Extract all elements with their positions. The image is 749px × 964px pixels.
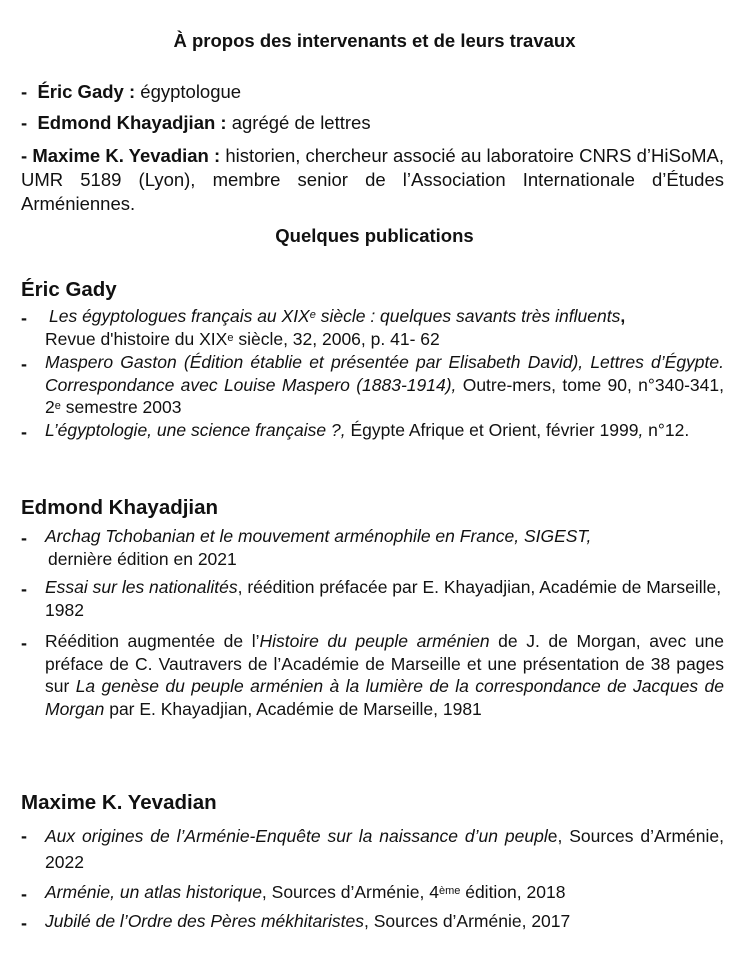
bullet-dash: - — [21, 528, 27, 548]
publication-item — [21, 910, 724, 933]
speaker-khayadjian — [21, 111, 724, 135]
punctuation: , — [638, 420, 644, 440]
publication-title: Maspero Gaston (Édition établie et présentée par Elisabeth David), Lettres d’Égypte. Correspondance avec Louise Maspero (1883-1914), — [45, 352, 724, 395]
speaker-desc: agrégé de lettres — [231, 112, 371, 133]
speaker-name: Maxime K. Yevadian : — [32, 145, 221, 166]
publication-title: Arménie, un atlas historique — [45, 882, 262, 902]
publication-source-cont: siècle, 32, 2006, p. 41- 62 — [233, 328, 440, 349]
section-author-khayadjian: Edmond Khayadjian — [21, 496, 219, 519]
superscript: e — [227, 331, 234, 344]
bullet-dash: - — [21, 633, 27, 653]
speaker-desc: historien, chercheur associé au laboratoire CNRS d’HiSoMA, UMR 5189 (Lyon), membre senior de l’Association Internationale d’Études Arméniennes. — [21, 145, 725, 214]
publication-item — [21, 630, 724, 720]
publication-title: Les égyptologues français au XIX — [49, 306, 310, 326]
speaker-dash: - — [21, 145, 28, 166]
speaker-gady — [21, 80, 724, 104]
publication-item — [21, 305, 724, 350]
publication-source-cont: n°12. — [643, 420, 690, 440]
punctuation: , — [620, 306, 626, 326]
publication-title: Aux origines de l’Arménie-Enquête sur la naissance d’un peupl — [45, 826, 548, 846]
publication-item — [21, 525, 724, 570]
publication-source-cont: édition, 2018 — [460, 882, 566, 902]
bullet-dash: - — [21, 308, 27, 328]
publication-item — [21, 419, 724, 442]
speaker-desc: égyptologue — [140, 81, 242, 102]
bullet-dash: - — [21, 354, 27, 374]
publication-title: Essai sur les nationalités — [45, 577, 238, 597]
publication-source: dernière édition en 2021 — [48, 548, 237, 569]
publication-item — [21, 576, 724, 621]
superscript: e — [309, 309, 316, 321]
publication-source: Réédition augmentée de l’ — [45, 631, 260, 651]
publication-title-cont: siècle : quelques savants très influents — [315, 306, 621, 326]
publication-source: , Sources d’Arménie, 2017 — [364, 911, 571, 931]
superscript: e — [54, 400, 61, 412]
speaker-dash: - — [21, 112, 28, 133]
publication-source-cont: de J. de Morgan, avec une préface de C. Vautravers de l’Académie de Marseille et une présentation de 38 pages sur — [45, 631, 724, 696]
section-author-gady: Éric Gady — [21, 278, 117, 301]
publications-heading: Quelques publications — [275, 225, 474, 246]
publication-source: Égypte Afrique et Orient, février 1999 — [345, 420, 639, 440]
publication-source: , Sources d’Arménie, 4 — [261, 882, 439, 902]
publication-title-cont: La genèse du peuple arménien à la lumière de la correspondance de Jacques de Morgan — [45, 676, 724, 719]
publication-source-cont: semestre 2003 — [60, 397, 182, 417]
bullet-dash: - — [21, 579, 27, 599]
bullet-dash: - — [21, 913, 27, 933]
bullet-dash: - — [21, 884, 27, 904]
publication-source: e, Sources d’Arménie, 2022 — [45, 826, 724, 872]
bullet-dash: - — [21, 826, 27, 846]
publication-item — [21, 881, 724, 904]
speaker-name: Éric Gady : — [37, 81, 136, 102]
section-author-yevadian: Maxime K. Yevadian — [21, 791, 217, 814]
publication-source: Outre-mers, tome 90, n°340-341, 2 — [45, 374, 724, 417]
speaker-yevadian — [21, 144, 724, 216]
publication-item — [21, 823, 724, 875]
publication-source-end: par E. Khayadjian, Académie de Marseille, 1981 — [104, 698, 482, 719]
page-title: À propos des intervenants et de leurs travaux — [173, 30, 576, 51]
superscript: ème — [438, 885, 461, 897]
speaker-name: Edmond Khayadjian : — [37, 112, 227, 133]
publication-source: , réédition préfacée par E. Khayadjian, Académie de Marseille, 1982 — [45, 577, 722, 620]
publication-title: Archag Tchobanian et le mouvement arménophile en France, SIGEST, — [45, 526, 592, 546]
speaker-dash: - — [21, 81, 28, 102]
publication-title: Histoire du peuple arménien — [259, 631, 490, 651]
publication-title: L’égyptologie, une science française ?, — [45, 420, 346, 440]
publication-source: Revue d'histoire du XIX — [45, 328, 228, 349]
publication-title: Jubilé de l’Ordre des Pères mékhitaristes — [45, 911, 365, 931]
bullet-dash: - — [21, 422, 27, 442]
publication-item — [21, 351, 724, 419]
